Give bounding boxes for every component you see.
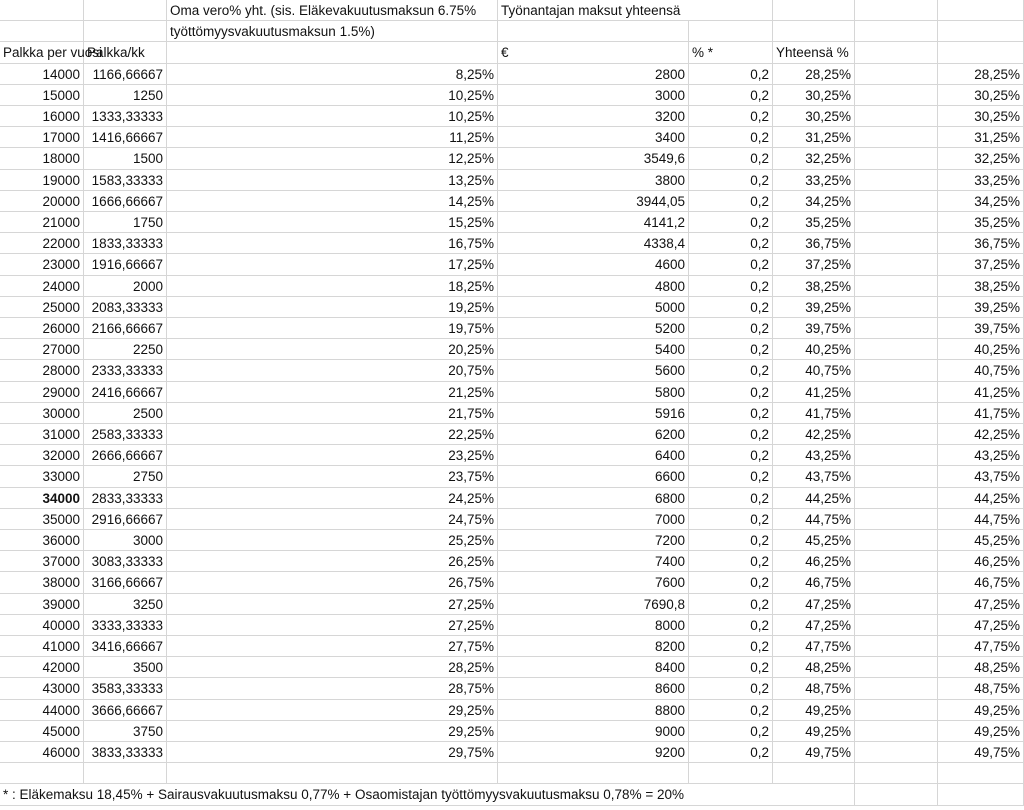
cell-monthly-salary[interactable]: 2916,66667 bbox=[84, 509, 167, 530]
cell-empty[interactable] bbox=[855, 424, 938, 445]
cell-total-percent[interactable]: 43,25% bbox=[773, 445, 855, 466]
cell-own-tax-percent[interactable]: 10,25% bbox=[167, 85, 498, 106]
cell-total-percent[interactable]: 46,25% bbox=[773, 551, 855, 572]
cell-employer-euro[interactable]: 6600 bbox=[498, 466, 689, 487]
cell-empty[interactable] bbox=[938, 21, 1024, 42]
cell-monthly-salary[interactable]: 2500 bbox=[84, 403, 167, 424]
cell-employer-euro[interactable]: 3400 bbox=[498, 127, 689, 148]
cell-total-percent-copy[interactable]: 46,25% bbox=[938, 551, 1024, 572]
cell-own-tax-percent[interactable]: 26,75% bbox=[167, 572, 498, 593]
cell-total-percent-copy[interactable]: 30,25% bbox=[938, 106, 1024, 127]
cell-employer-percent[interactable]: 0,2 bbox=[689, 700, 773, 721]
cell-empty[interactable] bbox=[773, 763, 855, 784]
cell-monthly-salary[interactable]: 1333,33333 bbox=[84, 106, 167, 127]
cell-employer-percent[interactable]: 0,2 bbox=[689, 424, 773, 445]
cell-employer-percent[interactable]: 0,2 bbox=[689, 615, 773, 636]
cell-monthly-salary[interactable]: 1166,66667 bbox=[84, 64, 167, 85]
cell-monthly-salary[interactable]: 3583,33333 bbox=[84, 678, 167, 699]
cell-total-percent[interactable]: 48,25% bbox=[773, 657, 855, 678]
cell-annual-salary[interactable]: 22000 bbox=[0, 233, 84, 254]
cell-employer-percent[interactable]: 0,2 bbox=[689, 318, 773, 339]
cell-employer-percent[interactable]: 0,2 bbox=[689, 85, 773, 106]
cell-annual-salary[interactable]: 44000 bbox=[0, 700, 84, 721]
cell-annual-salary[interactable]: 37000 bbox=[0, 551, 84, 572]
cell-employer-percent[interactable]: 0,2 bbox=[689, 636, 773, 657]
cell-empty[interactable] bbox=[855, 721, 938, 742]
cell-annual-salary[interactable]: 14000 bbox=[0, 64, 84, 85]
cell-employer-euro[interactable]: 4800 bbox=[498, 276, 689, 297]
cell-empty[interactable] bbox=[938, 0, 1024, 21]
cell-total-percent-copy[interactable]: 44,75% bbox=[938, 509, 1024, 530]
cell-own-tax-percent[interactable]: 26,25% bbox=[167, 551, 498, 572]
cell-total-percent[interactable]: 42,25% bbox=[773, 424, 855, 445]
cell-monthly-salary[interactable]: 3666,66667 bbox=[84, 700, 167, 721]
cell-annual-salary[interactable]: 39000 bbox=[0, 594, 84, 615]
cell-employer-percent[interactable]: 0,2 bbox=[689, 382, 773, 403]
cell-employer-percent[interactable]: 0,2 bbox=[689, 509, 773, 530]
cell-empty[interactable] bbox=[855, 763, 938, 784]
cell-total-percent[interactable]: 39,75% bbox=[773, 318, 855, 339]
cell-annual-salary[interactable]: 25000 bbox=[0, 297, 84, 318]
cell-employer-euro[interactable]: 3800 bbox=[498, 170, 689, 191]
cell-empty[interactable] bbox=[855, 594, 938, 615]
cell-employer-percent[interactable]: 0,2 bbox=[689, 530, 773, 551]
cell-employer-euro[interactable]: 9000 bbox=[498, 721, 689, 742]
cell-total-percent[interactable]: 36,75% bbox=[773, 233, 855, 254]
cell-monthly-salary[interactable]: 2166,66667 bbox=[84, 318, 167, 339]
cell-employer-euro[interactable]: 7690,8 bbox=[498, 594, 689, 615]
cell-employer-euro[interactable]: 5600 bbox=[498, 360, 689, 381]
cell-employer-euro[interactable]: 8000 bbox=[498, 615, 689, 636]
cell-empty[interactable] bbox=[938, 42, 1024, 63]
cell-own-tax-percent[interactable]: 21,75% bbox=[167, 403, 498, 424]
cell-annual-salary[interactable]: 32000 bbox=[0, 445, 84, 466]
cell-empty[interactable] bbox=[855, 254, 938, 275]
cell-monthly-salary[interactable]: 2000 bbox=[84, 276, 167, 297]
cell-empty[interactable] bbox=[855, 85, 938, 106]
cell-empty[interactable] bbox=[855, 784, 938, 805]
cell-total-percent-copy[interactable]: 46,75% bbox=[938, 572, 1024, 593]
cell-total-percent-copy[interactable]: 32,25% bbox=[938, 148, 1024, 169]
cell-annual-salary[interactable]: 28000 bbox=[0, 360, 84, 381]
cell-own-tax-percent[interactable]: 28,25% bbox=[167, 657, 498, 678]
cell-empty[interactable] bbox=[855, 64, 938, 85]
cell-total-percent-copy[interactable]: 34,25% bbox=[938, 191, 1024, 212]
cell-employer-percent[interactable]: 0,2 bbox=[689, 297, 773, 318]
cell-annual-salary[interactable]: 19000 bbox=[0, 170, 84, 191]
cell-empty[interactable] bbox=[855, 403, 938, 424]
cell-employer-percent[interactable]: 0,2 bbox=[689, 721, 773, 742]
cell-empty[interactable] bbox=[855, 509, 938, 530]
cell-annual-salary[interactable]: 30000 bbox=[0, 403, 84, 424]
cell-monthly-salary[interactable]: 2333,33333 bbox=[84, 360, 167, 381]
cell-monthly-salary[interactable]: 1500 bbox=[84, 148, 167, 169]
cell-total-percent-copy[interactable]: 38,25% bbox=[938, 276, 1024, 297]
cell-own-tax-percent[interactable]: 19,25% bbox=[167, 297, 498, 318]
cell-total-percent-copy[interactable]: 31,25% bbox=[938, 127, 1024, 148]
cell-annual-salary[interactable]: 41000 bbox=[0, 636, 84, 657]
cell-total-percent[interactable]: 47,25% bbox=[773, 594, 855, 615]
cell-employer-euro[interactable]: 7200 bbox=[498, 530, 689, 551]
cell-total-percent[interactable]: 49,75% bbox=[773, 742, 855, 763]
cell-annual-salary[interactable]: 46000 bbox=[0, 742, 84, 763]
cell-total-percent[interactable]: 45,25% bbox=[773, 530, 855, 551]
header-monthly-salary[interactable]: Palkka/kk bbox=[84, 42, 167, 63]
cell-employer-euro[interactable]: 5916 bbox=[498, 403, 689, 424]
cell-monthly-salary[interactable]: 2750 bbox=[84, 466, 167, 487]
cell-empty[interactable] bbox=[498, 21, 689, 42]
cell-annual-salary[interactable]: 45000 bbox=[0, 721, 84, 742]
cell-total-percent-copy[interactable]: 28,25% bbox=[938, 64, 1024, 85]
cell-monthly-salary[interactable]: 2666,66667 bbox=[84, 445, 167, 466]
cell-empty[interactable] bbox=[938, 784, 1024, 805]
cell-own-tax-percent[interactable]: 15,25% bbox=[167, 212, 498, 233]
cell-annual-salary[interactable]: 20000 bbox=[0, 191, 84, 212]
cell-total-percent-copy[interactable]: 48,25% bbox=[938, 657, 1024, 678]
cell-employer-euro[interactable]: 3200 bbox=[498, 106, 689, 127]
cell-monthly-salary[interactable]: 3500 bbox=[84, 657, 167, 678]
cell-annual-salary[interactable]: 26000 bbox=[0, 318, 84, 339]
cell-annual-salary[interactable]: 35000 bbox=[0, 509, 84, 530]
cell-employer-percent[interactable]: 0,2 bbox=[689, 191, 773, 212]
cell-monthly-salary[interactable]: 3250 bbox=[84, 594, 167, 615]
cell-total-percent[interactable]: 35,25% bbox=[773, 212, 855, 233]
cell-annual-salary[interactable]: 33000 bbox=[0, 466, 84, 487]
cell-annual-salary[interactable]: 18000 bbox=[0, 148, 84, 169]
cell-empty[interactable] bbox=[84, 763, 167, 784]
cell-empty[interactable] bbox=[855, 297, 938, 318]
cell-empty[interactable] bbox=[84, 21, 167, 42]
cell-monthly-salary[interactable]: 2083,33333 bbox=[84, 297, 167, 318]
cell-total-percent[interactable]: 33,25% bbox=[773, 170, 855, 191]
cell-empty[interactable] bbox=[855, 148, 938, 169]
cell-total-percent-copy[interactable]: 36,75% bbox=[938, 233, 1024, 254]
cell-monthly-salary[interactable]: 3416,66667 bbox=[84, 636, 167, 657]
cell-empty[interactable] bbox=[689, 21, 773, 42]
cell-employer-euro[interactable]: 4600 bbox=[498, 254, 689, 275]
cell-own-tax-percent[interactable]: 24,75% bbox=[167, 509, 498, 530]
cell-empty[interactable] bbox=[855, 339, 938, 360]
cell-empty[interactable] bbox=[855, 636, 938, 657]
cell-employer-percent[interactable]: 0,2 bbox=[689, 445, 773, 466]
cell-employer-percent[interactable]: 0,2 bbox=[689, 106, 773, 127]
cell-empty[interactable] bbox=[855, 700, 938, 721]
cell-annual-salary[interactable]: 23000 bbox=[0, 254, 84, 275]
cell-annual-salary[interactable]: 21000 bbox=[0, 212, 84, 233]
cell-total-percent-copy[interactable]: 35,25% bbox=[938, 212, 1024, 233]
cell-empty[interactable] bbox=[167, 42, 498, 63]
cell-empty[interactable] bbox=[855, 106, 938, 127]
cell-empty[interactable] bbox=[498, 763, 689, 784]
cell-employer-euro[interactable]: 8800 bbox=[498, 700, 689, 721]
cell-monthly-salary[interactable]: 3750 bbox=[84, 721, 167, 742]
cell-total-percent-copy[interactable]: 39,25% bbox=[938, 297, 1024, 318]
cell-annual-salary[interactable]: 29000 bbox=[0, 382, 84, 403]
cell-total-percent-copy[interactable]: 42,25% bbox=[938, 424, 1024, 445]
cell-own-tax-percent[interactable]: 17,25% bbox=[167, 254, 498, 275]
cell-empty[interactable] bbox=[938, 763, 1024, 784]
cell-annual-salary[interactable]: 24000 bbox=[0, 276, 84, 297]
cell-employer-euro[interactable]: 7000 bbox=[498, 509, 689, 530]
cell-total-percent-copy[interactable]: 49,75% bbox=[938, 742, 1024, 763]
cell-employer-euro[interactable]: 6800 bbox=[498, 488, 689, 509]
cell-own-tax-percent[interactable]: 23,75% bbox=[167, 466, 498, 487]
cell-total-percent[interactable]: 39,25% bbox=[773, 297, 855, 318]
cell-empty[interactable] bbox=[855, 318, 938, 339]
cell-employer-percent[interactable]: 0,2 bbox=[689, 488, 773, 509]
cell-empty[interactable] bbox=[855, 21, 938, 42]
cell-employer-percent[interactable]: 0,2 bbox=[689, 276, 773, 297]
cell-employer-euro[interactable]: 9200 bbox=[498, 742, 689, 763]
cell-employer-euro[interactable]: 8400 bbox=[498, 657, 689, 678]
cell-annual-salary[interactable]: 40000 bbox=[0, 615, 84, 636]
cell-own-tax-percent[interactable]: 24,25% bbox=[167, 488, 498, 509]
cell-own-tax-percent[interactable]: 21,25% bbox=[167, 382, 498, 403]
cell-total-percent[interactable]: 37,25% bbox=[773, 254, 855, 275]
cell-empty[interactable] bbox=[855, 233, 938, 254]
cell-annual-salary[interactable]: 43000 bbox=[0, 678, 84, 699]
cell-total-percent[interactable]: 31,25% bbox=[773, 127, 855, 148]
cell-monthly-salary[interactable]: 2250 bbox=[84, 339, 167, 360]
cell-empty[interactable] bbox=[689, 763, 773, 784]
cell-empty[interactable] bbox=[855, 530, 938, 551]
cell-empty[interactable] bbox=[689, 0, 773, 21]
cell-total-percent-copy[interactable]: 39,75% bbox=[938, 318, 1024, 339]
cell-own-tax-percent[interactable]: 18,25% bbox=[167, 276, 498, 297]
cell-total-percent-copy[interactable]: 49,25% bbox=[938, 721, 1024, 742]
header-percent[interactable]: % * bbox=[689, 42, 773, 63]
header-total-percent[interactable]: Yhteensä % bbox=[773, 42, 855, 63]
cell-employer-euro[interactable]: 5800 bbox=[498, 382, 689, 403]
cell-employer-euro[interactable]: 3549,6 bbox=[498, 148, 689, 169]
cell-empty[interactable] bbox=[0, 763, 84, 784]
cell-annual-salary[interactable]: 16000 bbox=[0, 106, 84, 127]
cell-total-percent-copy[interactable]: 47,25% bbox=[938, 594, 1024, 615]
cell-employer-euro[interactable]: 8600 bbox=[498, 678, 689, 699]
cell-monthly-salary[interactable]: 2416,66667 bbox=[84, 382, 167, 403]
cell-total-percent-copy[interactable]: 49,25% bbox=[938, 700, 1024, 721]
cell-empty[interactable] bbox=[855, 42, 938, 63]
cell-total-percent[interactable]: 41,25% bbox=[773, 382, 855, 403]
cell-total-percent[interactable]: 49,25% bbox=[773, 700, 855, 721]
cell-employer-percent[interactable]: 0,2 bbox=[689, 742, 773, 763]
cell-annual-salary[interactable]: 34000 bbox=[0, 488, 84, 509]
cell-monthly-salary[interactable]: 3000 bbox=[84, 530, 167, 551]
cell-annual-salary[interactable]: 38000 bbox=[0, 572, 84, 593]
cell-monthly-salary[interactable]: 2833,33333 bbox=[84, 488, 167, 509]
cell-empty[interactable] bbox=[855, 572, 938, 593]
cell-employer-percent[interactable]: 0,2 bbox=[689, 466, 773, 487]
cell-empty[interactable] bbox=[855, 551, 938, 572]
cell-employer-percent[interactable]: 0,2 bbox=[689, 170, 773, 191]
cell-total-percent[interactable]: 40,75% bbox=[773, 360, 855, 381]
cell-employer-percent[interactable]: 0,2 bbox=[689, 212, 773, 233]
cell-employer-euro[interactable]: 4338,4 bbox=[498, 233, 689, 254]
header-euro[interactable]: € bbox=[498, 42, 689, 63]
header-own-tax-title-cont[interactable]: työttömyysvakuutusmaksun 1.5%) bbox=[167, 21, 498, 42]
cell-monthly-salary[interactable]: 1583,33333 bbox=[84, 170, 167, 191]
cell-annual-salary[interactable]: 42000 bbox=[0, 657, 84, 678]
cell-empty[interactable] bbox=[0, 0, 84, 21]
cell-monthly-salary[interactable]: 3333,33333 bbox=[84, 615, 167, 636]
cell-total-percent[interactable]: 28,25% bbox=[773, 64, 855, 85]
cell-employer-euro[interactable]: 4141,2 bbox=[498, 212, 689, 233]
cell-empty[interactable] bbox=[855, 445, 938, 466]
cell-empty[interactable] bbox=[773, 21, 855, 42]
cell-empty[interactable] bbox=[855, 657, 938, 678]
cell-employer-percent[interactable]: 0,2 bbox=[689, 403, 773, 424]
cell-monthly-salary[interactable]: 1666,66667 bbox=[84, 191, 167, 212]
cell-employer-percent[interactable]: 0,2 bbox=[689, 233, 773, 254]
cell-monthly-salary[interactable]: 3083,33333 bbox=[84, 551, 167, 572]
cell-employer-euro[interactable]: 8200 bbox=[498, 636, 689, 657]
cell-employer-euro[interactable]: 6400 bbox=[498, 445, 689, 466]
cell-employer-euro[interactable]: 3944,05 bbox=[498, 191, 689, 212]
cell-empty[interactable] bbox=[855, 276, 938, 297]
cell-annual-salary[interactable]: 15000 bbox=[0, 85, 84, 106]
cell-employer-percent[interactable]: 0,2 bbox=[689, 657, 773, 678]
cell-empty[interactable] bbox=[84, 0, 167, 21]
cell-total-percent[interactable]: 38,25% bbox=[773, 276, 855, 297]
header-employer-title[interactable]: Työnantajan maksut yhteensä bbox=[498, 0, 689, 21]
cell-employer-euro[interactable]: 6200 bbox=[498, 424, 689, 445]
cell-annual-salary[interactable]: 36000 bbox=[0, 530, 84, 551]
cell-employer-percent[interactable]: 0,2 bbox=[689, 127, 773, 148]
cell-own-tax-percent[interactable]: 10,25% bbox=[167, 106, 498, 127]
cell-total-percent[interactable]: 41,75% bbox=[773, 403, 855, 424]
cell-empty[interactable] bbox=[855, 191, 938, 212]
cell-employer-euro[interactable]: 5400 bbox=[498, 339, 689, 360]
cell-total-percent-copy[interactable]: 41,75% bbox=[938, 403, 1024, 424]
cell-empty[interactable] bbox=[0, 21, 84, 42]
cell-employer-percent[interactable]: 0,2 bbox=[689, 572, 773, 593]
cell-employer-percent[interactable]: 0,2 bbox=[689, 360, 773, 381]
cell-own-tax-percent[interactable]: 29,25% bbox=[167, 700, 498, 721]
cell-employer-euro[interactable]: 7600 bbox=[498, 572, 689, 593]
cell-total-percent-copy[interactable]: 30,25% bbox=[938, 85, 1024, 106]
cell-monthly-salary[interactable]: 1250 bbox=[84, 85, 167, 106]
cell-empty[interactable] bbox=[855, 382, 938, 403]
cell-total-percent[interactable]: 32,25% bbox=[773, 148, 855, 169]
cell-monthly-salary[interactable]: 3166,66667 bbox=[84, 572, 167, 593]
cell-total-percent-copy[interactable]: 47,25% bbox=[938, 615, 1024, 636]
cell-own-tax-percent[interactable]: 20,75% bbox=[167, 360, 498, 381]
cell-empty[interactable] bbox=[855, 466, 938, 487]
cell-employer-percent[interactable]: 0,2 bbox=[689, 594, 773, 615]
cell-total-percent-copy[interactable]: 43,25% bbox=[938, 445, 1024, 466]
cell-total-percent-copy[interactable]: 47,75% bbox=[938, 636, 1024, 657]
cell-employer-percent[interactable]: 0,2 bbox=[689, 254, 773, 275]
cell-own-tax-percent[interactable]: 13,25% bbox=[167, 170, 498, 191]
cell-employer-euro[interactable]: 5000 bbox=[498, 297, 689, 318]
cell-annual-salary[interactable]: 17000 bbox=[0, 127, 84, 148]
cell-empty[interactable] bbox=[855, 170, 938, 191]
cell-own-tax-percent[interactable]: 29,75% bbox=[167, 742, 498, 763]
cell-own-tax-percent[interactable]: 27,75% bbox=[167, 636, 498, 657]
footnote-text[interactable]: * : Eläkemaksu 18,45% + Sairausvakuutusmaksu 0,77% + Osaomistajan työttömyysvakuutusmaksu 0,78% = 20% bbox=[0, 784, 855, 805]
cell-total-percent[interactable]: 43,75% bbox=[773, 466, 855, 487]
cell-own-tax-percent[interactable]: 19,75% bbox=[167, 318, 498, 339]
cell-employer-percent[interactable]: 0,2 bbox=[689, 678, 773, 699]
cell-monthly-salary[interactable]: 1916,66667 bbox=[84, 254, 167, 275]
header-own-tax-title[interactable]: Oma vero% yht. (sis. Eläkevakuutusmaksun 6.75% bbox=[167, 0, 498, 21]
cell-empty[interactable] bbox=[855, 127, 938, 148]
cell-total-percent-copy[interactable]: 48,75% bbox=[938, 678, 1024, 699]
cell-own-tax-percent[interactable]: 29,25% bbox=[167, 721, 498, 742]
cell-total-percent[interactable]: 30,25% bbox=[773, 85, 855, 106]
cell-own-tax-percent[interactable]: 27,25% bbox=[167, 594, 498, 615]
cell-total-percent-copy[interactable]: 40,75% bbox=[938, 360, 1024, 381]
cell-own-tax-percent[interactable]: 28,75% bbox=[167, 678, 498, 699]
cell-empty[interactable] bbox=[855, 360, 938, 381]
cell-employer-percent[interactable]: 0,2 bbox=[689, 64, 773, 85]
cell-employer-percent[interactable]: 0,2 bbox=[689, 551, 773, 572]
cell-own-tax-percent[interactable]: 27,25% bbox=[167, 615, 498, 636]
cell-own-tax-percent[interactable]: 14,25% bbox=[167, 191, 498, 212]
cell-total-percent[interactable]: 40,25% bbox=[773, 339, 855, 360]
cell-total-percent[interactable]: 30,25% bbox=[773, 106, 855, 127]
header-annual-salary[interactable]: Palkka per vuosi bbox=[0, 42, 84, 63]
cell-empty[interactable] bbox=[855, 0, 938, 21]
cell-monthly-salary[interactable]: 2583,33333 bbox=[84, 424, 167, 445]
cell-employer-euro[interactable]: 5200 bbox=[498, 318, 689, 339]
cell-empty[interactable] bbox=[773, 0, 855, 21]
cell-own-tax-percent[interactable]: 25,25% bbox=[167, 530, 498, 551]
cell-total-percent[interactable]: 44,25% bbox=[773, 488, 855, 509]
cell-annual-salary[interactable]: 31000 bbox=[0, 424, 84, 445]
cell-total-percent[interactable]: 44,75% bbox=[773, 509, 855, 530]
cell-total-percent[interactable]: 47,75% bbox=[773, 636, 855, 657]
cell-monthly-salary[interactable]: 1833,33333 bbox=[84, 233, 167, 254]
cell-annual-salary[interactable]: 27000 bbox=[0, 339, 84, 360]
cell-total-percent-copy[interactable]: 43,75% bbox=[938, 466, 1024, 487]
cell-own-tax-percent[interactable]: 23,25% bbox=[167, 445, 498, 466]
cell-empty[interactable] bbox=[855, 742, 938, 763]
cell-total-percent-copy[interactable]: 41,25% bbox=[938, 382, 1024, 403]
cell-empty[interactable] bbox=[855, 615, 938, 636]
cell-own-tax-percent[interactable]: 8,25% bbox=[167, 64, 498, 85]
cell-own-tax-percent[interactable]: 11,25% bbox=[167, 127, 498, 148]
cell-own-tax-percent[interactable]: 22,25% bbox=[167, 424, 498, 445]
cell-total-percent[interactable]: 47,25% bbox=[773, 615, 855, 636]
cell-monthly-salary[interactable]: 1750 bbox=[84, 212, 167, 233]
cell-own-tax-percent[interactable]: 12,25% bbox=[167, 148, 498, 169]
cell-employer-euro[interactable]: 7400 bbox=[498, 551, 689, 572]
cell-empty[interactable] bbox=[855, 678, 938, 699]
cell-monthly-salary[interactable]: 1416,66667 bbox=[84, 127, 167, 148]
cell-monthly-salary[interactable]: 3833,33333 bbox=[84, 742, 167, 763]
cell-total-percent-copy[interactable]: 44,25% bbox=[938, 488, 1024, 509]
cell-employer-percent[interactable]: 0,2 bbox=[689, 148, 773, 169]
cell-own-tax-percent[interactable]: 20,25% bbox=[167, 339, 498, 360]
cell-total-percent[interactable]: 34,25% bbox=[773, 191, 855, 212]
cell-empty[interactable] bbox=[855, 212, 938, 233]
cell-empty[interactable] bbox=[855, 488, 938, 509]
cell-total-percent-copy[interactable]: 40,25% bbox=[938, 339, 1024, 360]
cell-total-percent[interactable]: 49,25% bbox=[773, 721, 855, 742]
cell-total-percent[interactable]: 46,75% bbox=[773, 572, 855, 593]
cell-employer-euro[interactable]: 3000 bbox=[498, 85, 689, 106]
cell-employer-percent[interactable]: 0,2 bbox=[689, 339, 773, 360]
cell-total-percent-copy[interactable]: 33,25% bbox=[938, 170, 1024, 191]
cell-total-percent-copy[interactable]: 37,25% bbox=[938, 254, 1024, 275]
cell-own-tax-percent[interactable]: 16,75% bbox=[167, 233, 498, 254]
cell-total-percent[interactable]: 48,75% bbox=[773, 678, 855, 699]
cell-employer-euro[interactable]: 2800 bbox=[498, 64, 689, 85]
cell-total-percent-copy[interactable]: 45,25% bbox=[938, 530, 1024, 551]
cell-empty[interactable] bbox=[167, 763, 498, 784]
